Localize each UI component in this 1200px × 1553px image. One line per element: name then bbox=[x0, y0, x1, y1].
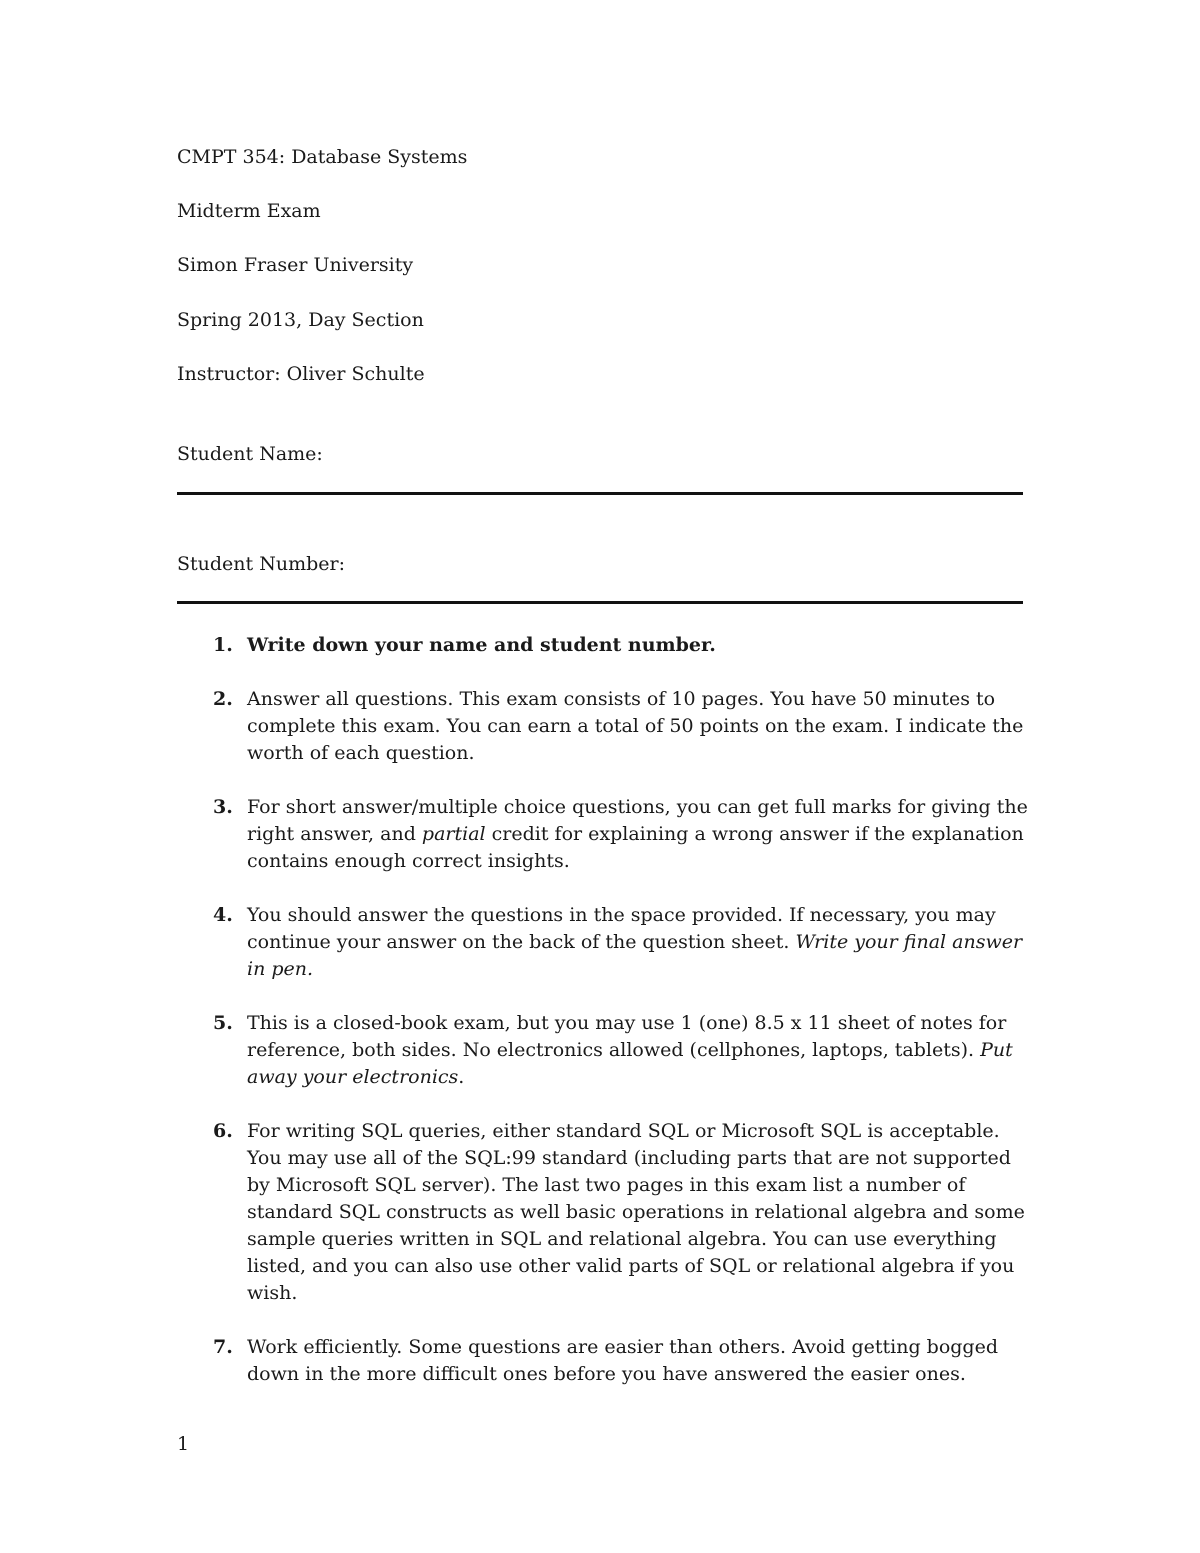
page-number: 1 bbox=[177, 1433, 190, 1455]
student-name-label: Student Name: bbox=[177, 443, 323, 465]
instruction-text bbox=[247, 796, 1028, 872]
instruction-number: 4. bbox=[213, 904, 233, 926]
instruction-text bbox=[247, 1120, 1025, 1304]
exam-title: Midterm Exam bbox=[177, 200, 321, 222]
term-section: Spring 2013, Day Section bbox=[177, 309, 424, 331]
instruction-segment: Answer all questions. This exam consists of 10 pages. You have 50 minutes to complete this exam. You can earn a total of 50 points on the exam. I indicate the worth of each question. bbox=[247, 688, 1024, 764]
instruction-segment: For short answer/multiple choice questions, you can get full marks for giving the right answer, and bbox=[247, 796, 1028, 845]
instruction-text bbox=[247, 634, 716, 656]
instruction-segment: This is a closed-book exam, but you may use 1 (one) 8.5 x 11 sheet of notes for reference, both sides. No electronics allowed (cellphones, laptops, tablets). bbox=[247, 1012, 1007, 1061]
student-number-label: Student Number: bbox=[177, 553, 345, 575]
instruction-segment: For writing SQL queries, either standard SQL or Microsoft SQL is acceptable. You may use all of the SQL:99 standard (including parts that are not supported by Microsoft SQL server). The last two pages in this exam list a number of standard SQL constructs as well basic operations in relational algebra and some sample queries written in SQL and relational algebra. You can use everything listed, and you can also use other valid parts of SQL or relational algebra if you wish. bbox=[247, 1120, 1025, 1304]
instruction-item bbox=[177, 1118, 1037, 1307]
student-number-line[interactable] bbox=[177, 601, 1023, 604]
instruction-item bbox=[177, 1010, 1037, 1091]
instruction-segment: . bbox=[458, 1066, 465, 1088]
instruction-segment: Work efficiently. Some questions are easier than others. Avoid getting bogged down in the more difficult ones before you have answered the easier ones. bbox=[247, 1336, 998, 1385]
instruction-segment: You should answer the questions in the space provided. If necessary, you may continue your answer on the back of the question sheet. bbox=[247, 904, 996, 953]
instruction-item bbox=[177, 632, 1037, 659]
instruction-text bbox=[247, 904, 1022, 980]
instruction-number: 5. bbox=[213, 1012, 233, 1034]
instruction-item bbox=[177, 794, 1037, 875]
course-title: CMPT 354: Database Systems bbox=[177, 146, 468, 168]
instructions-list bbox=[177, 632, 1037, 1415]
instruction-emphasis: partial bbox=[421, 823, 486, 845]
instruction-item bbox=[177, 902, 1037, 983]
student-name-line[interactable] bbox=[177, 492, 1023, 495]
instruction-text bbox=[247, 1336, 998, 1385]
instruction-text bbox=[247, 1012, 1013, 1088]
instruction-number: 1. bbox=[213, 634, 233, 656]
instruction-emphasis: Write your final answer in pen. bbox=[247, 931, 1023, 980]
instruction-strong: Write down your name and student number. bbox=[247, 634, 716, 656]
instruction-segment: credit for explaining a wrong answer if the explanation contains enough correct insights. bbox=[247, 823, 1024, 872]
instruction-number: 2. bbox=[213, 688, 233, 710]
instructor-line: Instructor: Oliver Schulte bbox=[177, 363, 425, 385]
instruction-number: 6. bbox=[213, 1120, 233, 1142]
instruction-text bbox=[247, 688, 1023, 764]
instruction-emphasis: Put away your electronics bbox=[247, 1039, 1013, 1088]
instruction-number: 7. bbox=[213, 1336, 233, 1358]
university-name: Simon Fraser University bbox=[177, 254, 414, 276]
instruction-number: 3. bbox=[213, 796, 233, 818]
instruction-item bbox=[177, 686, 1037, 767]
instruction-item bbox=[177, 1334, 1037, 1388]
